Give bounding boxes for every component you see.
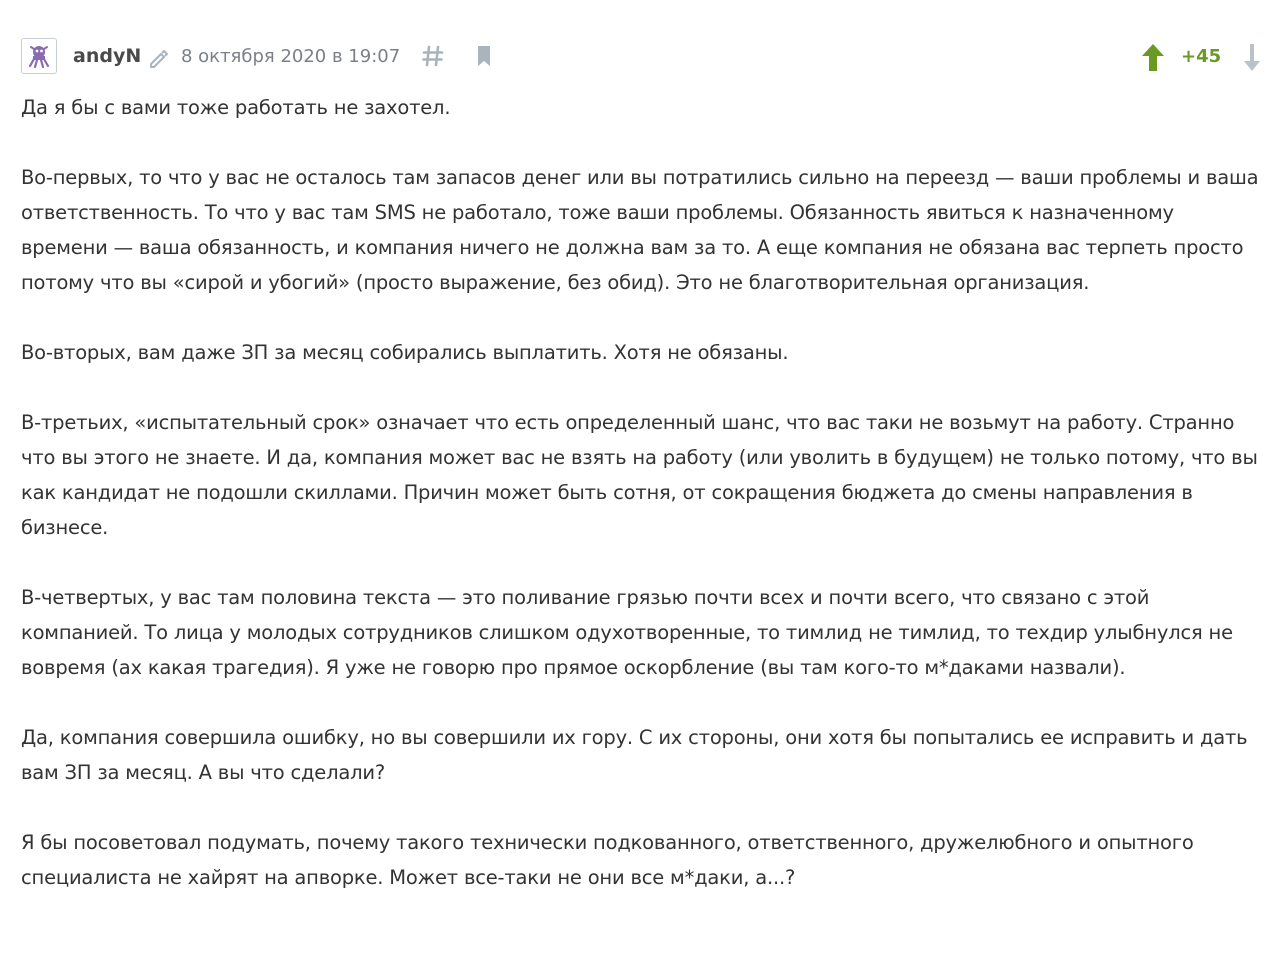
hash-icon[interactable] [421, 44, 445, 68]
bookmark-icon[interactable] [473, 44, 495, 68]
comment-paragraph: Да, компания совершила ошибку, но вы совершили их гору. С их стороны, они хотя бы попытались ее исправить и дать вам ЗП за месяц. А вы что сделали? [21, 726, 1248, 784]
arrow-down-icon [1240, 42, 1264, 72]
comment-paragraph: Во-первых, то что у вас не осталось там запасов денег или вы потратились сильно на переезд — ваши проблемы и ваша ответственность. То что у вас там SMS не работало, тоже ваши проблемы. Обязанность явиться к назначенному времени — ваша обязанность, и компания ничего не должна вам за то. А еще компания не обязана вас терпеть просто потому что вы «сирой и убогий» (просто выражение, без обид). Это не благотворительная организация. [21, 166, 1259, 294]
comment-date[interactable]: 8 октября 2020 в 19:07 [181, 46, 401, 67]
comment-author[interactable]: andyN [73, 45, 142, 67]
comment-paragraph: В-четвертых, у вас там половина текста — это поливание грязью почти всех и почти всего, что связано с этой компанией. То лица у молодых сотрудников слишком одухотворенные, то тимлид не тимлид, то техдир улыбнулся не вовремя (ах какая трагедия). Я уже не говорю про прямое оскорбление (вы там кого-то м*даками назвали). [21, 586, 1233, 679]
comment-body [21, 90, 1261, 895]
robot-avatar-icon [22, 39, 56, 73]
comment-header [21, 38, 1261, 76]
arrow-up-icon [1140, 42, 1166, 72]
pencil-icon [147, 48, 169, 70]
comment-paragraph: Да я бы с вами тоже работать не захотел. [21, 96, 451, 119]
comment-score: +45 [1181, 46, 1222, 67]
comment-paragraph: Во-вторых, вам даже ЗП за месяц собирались выплатить. Хотя не обязаны. [21, 341, 789, 364]
comment-paragraph: В-третьих, «испытательный срок» означает что есть определенный шанс, что вас таки не возьмут на работу. Странно что вы этого не знаете. И да, компания может вас не взять на работу (или уволить в будущем) не только потому, что вы как кандидат не подошли скиллами. Причин может быть сотня, от сокращения бюджета до смены направления в бизнесе. [21, 411, 1258, 539]
vote-down-button[interactable] [1240, 42, 1264, 72]
vote-up-button[interactable] [1140, 42, 1166, 72]
user-avatar[interactable] [21, 38, 57, 74]
comment-paragraph: Я бы посоветовал подумать, почему такого технически подкованного, ответственного, дружелюбного и опытного специалиста не хайрят на апворке. Может все-таки не они все м*даки, а...? [21, 831, 1194, 889]
